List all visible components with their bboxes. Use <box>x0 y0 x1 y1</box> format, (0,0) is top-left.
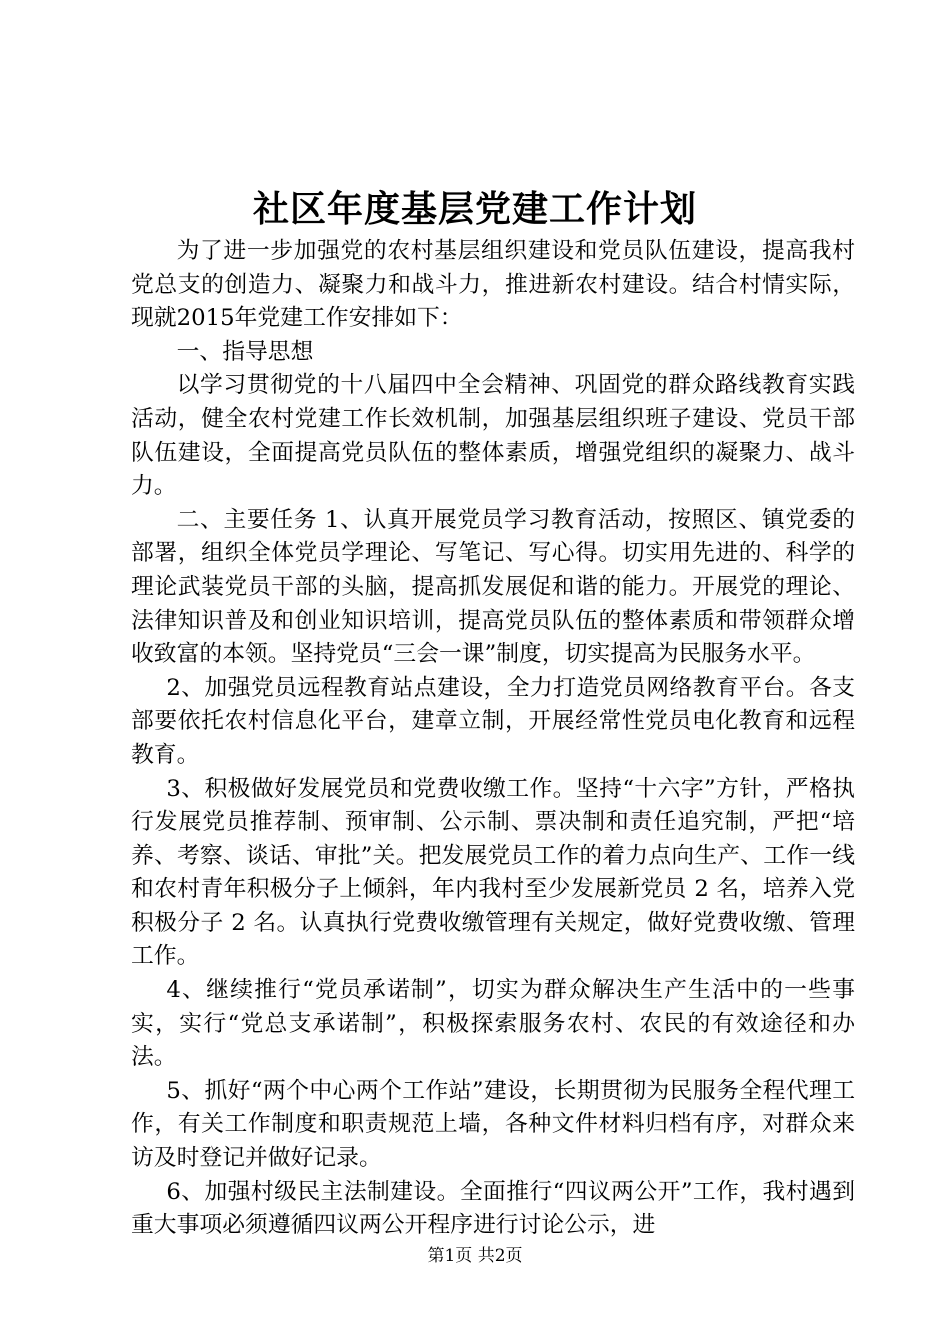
page-footer: 第1页 共2页 <box>427 1246 523 1266</box>
document-title: 社区年度基层党建工作计划 <box>252 188 697 230</box>
paragraph-task-4: 4、继续推行“党员承诺制”，切实为群众解决生产生活中的一些事实，实行“党总支承诺制”，积极探索服务农村、农民的有效途径和办法。 <box>131 977 855 1071</box>
paragraph-task-2: 2、加强党员远程教育站点建设，全力打造党员网络教育平台。各支部要依托农村信息化平台，建章立制，开展经常性党员电化教育和远程教育。 <box>131 674 855 768</box>
document-body <box>131 235 855 1243</box>
paragraph-task-3: 3、积极做好发展党员和党费收缴工作。坚持“十六字”方针，严格执行发展党员推荐制、预审制、公示制、票决制和责任追究制，严把“培养、考察、谈话、审批”关。把发展党员工作的着力点向生产、工作一线和农村青年积极分子上倾斜，年内我村至少发展新党员 2 名，培养入党积极分子 2 名。认真执行党费收缴管理有关规定，做好党费收缴、管理工作。 <box>131 775 855 970</box>
paragraph-main-tasks-1: 二、主要任务 1、认真开展党员学习教育活动，按照区、镇党委的部署，组织全体党员学理论、写笔记、写心得。切实用先进的、科学的理论武装党员干部的头脑，提高抓发展促和谐的能力。开展党的理论、法律知识普及和创业知识培训，提高党员队伍的整体素质和带领群众增收致富的本领。坚持党员“三会一课”制度，切实提高为民服务水平。 <box>131 506 855 668</box>
paragraph-task-6: 6、加强村级民主法制建设。全面推行“四议两公开”工作，我村遇到重大事项必须遵循四议两公开程序进行讨论公示，进 <box>131 1178 855 1239</box>
paragraph-heading-guiding-thought: 一、指导思想 <box>176 338 314 365</box>
paragraph-guiding-thought: 以学习贯彻党的十八届四中全会精神、巩固党的群众路线教育实践活动，健全农村党建工作长效机制，加强基层组织班子建设、党员干部队伍建设，全面提高党员队伍的整体素质，增强党组织的凝聚力、战斗力。 <box>131 372 855 500</box>
paragraph-intro: 为了进一步加强党的农村基层组织建设和党员队伍建设，提高我村党总支的创造力、凝聚力和战斗力，推进新农村建设。结合村情实际，现就2015年党建工作安排如下： <box>131 238 855 332</box>
paragraph-task-5: 5、抓好“两个中心两个工作站”建设，长期贯彻为民服务全程代理工作，有关工作制度和职责规范上墙，各种文件材料归档有序，对群众来访及时登记并做好记录。 <box>131 1077 855 1172</box>
